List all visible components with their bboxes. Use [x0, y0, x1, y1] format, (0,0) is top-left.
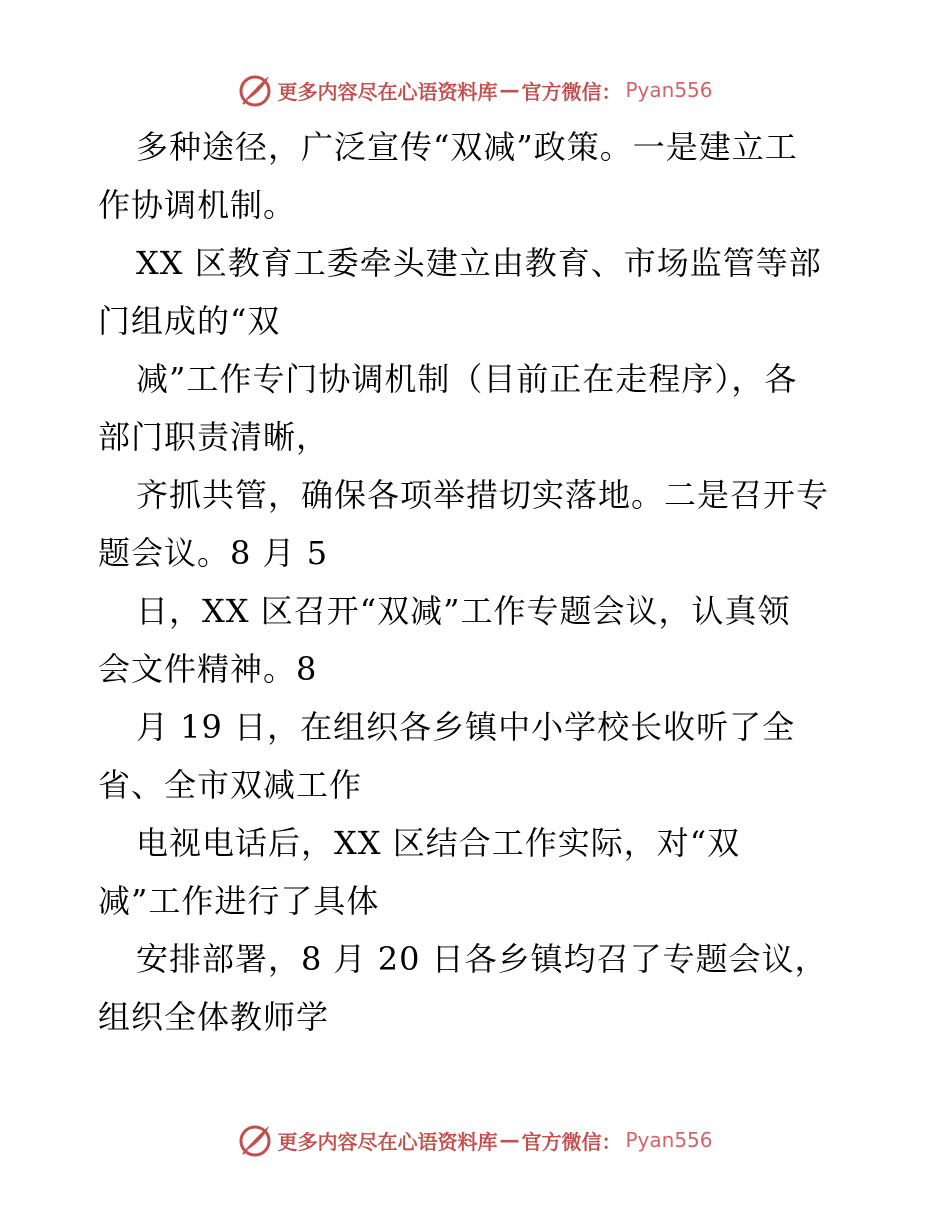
- text-line: 组织全体教师学: [98, 998, 330, 1036]
- text-line: 减”工作专门协调机制（目前正在走程序），各: [136, 360, 798, 398]
- text-line: 减”工作进行了具体: [98, 882, 380, 920]
- banner-wechat-label: 官方微信：: [521, 1129, 622, 1154]
- text-line: 齐抓共管，确保各项举措切实落地。二是召开专: [136, 476, 830, 514]
- header-banner: [0, 70, 950, 110]
- banner-text: 更多内容尽在心语资料库: [277, 1129, 498, 1154]
- text-line: 电视电话后，XX 区结合工作实际，对“双: [136, 824, 741, 862]
- text-line: 日，XX 区召开“双减”工作专题会议，认真领: [136, 592, 791, 630]
- footer-banner: [0, 1120, 950, 1160]
- text-line: XX 区教育工委牵头建立由教育、市场监管等部: [136, 244, 822, 282]
- banner-separator: —: [499, 78, 520, 102]
- text-line: 作协调机制。: [98, 186, 297, 224]
- banner-separator: —: [499, 1128, 520, 1152]
- document-body: [98, 118, 858, 1046]
- banner-wechat-id: Pyan556: [625, 78, 713, 102]
- banner-text: 更多内容尽在心语资料库: [277, 79, 498, 104]
- text-line: 省、全市双减工作: [98, 766, 363, 804]
- banner-wechat-id: Pyan556: [625, 1128, 713, 1152]
- feather-quill-logo-icon: [237, 72, 273, 108]
- text-line: 门组成的“双: [98, 302, 281, 340]
- feather-quill-logo-icon: [237, 1122, 273, 1158]
- text-line: 部门职责清晰，: [98, 418, 330, 456]
- text-line: 月 19 日，在组织各乡镇中小学校长收听了全: [136, 708, 796, 746]
- text-line: 安排部署，8 月 20 日各乡镇均召了专题会议，: [136, 940, 828, 978]
- text-line: 多种途径，广泛宣传“双减”政策。一是建立工: [136, 128, 798, 166]
- text-line: 题会议。8 月 5: [98, 534, 329, 572]
- banner-wechat-label: 官方微信：: [521, 79, 622, 104]
- text-line: 会文件精神。8: [98, 650, 318, 688]
